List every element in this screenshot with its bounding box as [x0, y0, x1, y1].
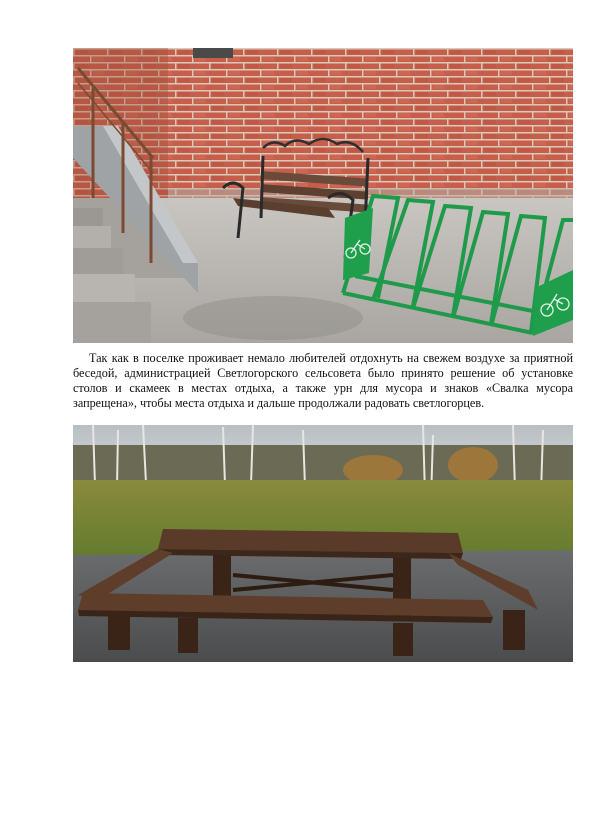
photo-picnic-table — [73, 425, 573, 662]
caption-paragraph: Так как в поселке проживает немало любителей отдохнуть на свежем воздухе за приятной беседой, администрацией Светлогорского сельсовета было принято решение об установке столов и скамеек в местах отдыха, а также урн для мусора и знаков «Свалка мусора запрещена», чтобы места отдыха и дальше продолжали радовать светлогорцев. — [73, 351, 573, 410]
photo-picnic-table-scene — [73, 425, 573, 662]
photo-bench-and-bike-rack — [73, 48, 573, 343]
photo-bench-and-bike-rack-scene — [73, 48, 573, 343]
bike-rack-panel-left — [343, 208, 373, 280]
